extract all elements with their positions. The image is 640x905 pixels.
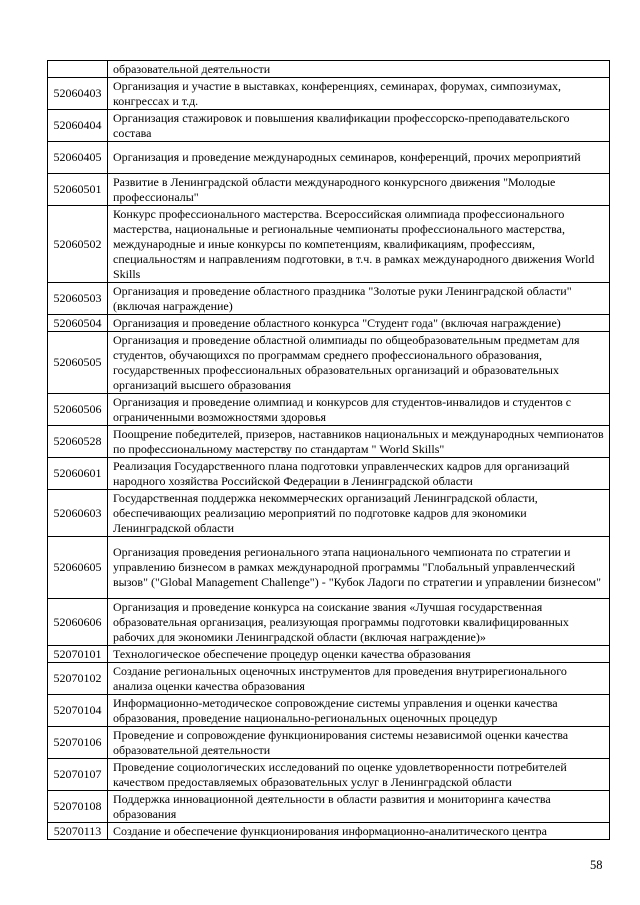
row-code: 52060403 — [48, 78, 108, 110]
row-description: Организация и проведение конкурса на соискание звания «Лучшая государственная образовательная организация, реализующая программы подготовки квалифицированных рабочих для экономики Ленинградской области (включая награждение)» — [108, 599, 610, 646]
row-code: 52060502 — [48, 206, 108, 283]
row-code: 52060503 — [48, 283, 108, 315]
row-code: 52060606 — [48, 599, 108, 646]
row-description: Организация и проведение международных семинаров, конференций, прочих мероприятий — [108, 142, 610, 174]
row-description: Поддержка инновационной деятельности в области развития и мониторинга качества образования — [108, 791, 610, 823]
row-description: Организация и проведение олимпиад и конкурсов для студентов-инвалидов и студентов с ограниченными возможностями здоровья — [108, 394, 610, 426]
row-description: Государственная поддержка некоммерческих организаций Ленинградской области, обеспечивающих реализацию мероприятий по подготовке кадров для экономики Ленинградской области — [108, 490, 610, 537]
table-row — [48, 646, 610, 663]
table-row — [48, 332, 610, 394]
page-number: 58 — [590, 858, 603, 872]
row-code: 52060601 — [48, 458, 108, 490]
row-code: 52070102 — [48, 663, 108, 695]
row-description: Развитие в Ленинградской области международного конкурсного движения "Молодые профессионалы" — [108, 174, 610, 206]
row-description: Информационно-методическое сопровождение системы управления и оценки качества образования, проведение национально-региональных оценочных процедур — [108, 695, 610, 727]
row-code: 52070108 — [48, 791, 108, 823]
table-row — [48, 206, 610, 283]
table-row — [48, 394, 610, 426]
row-code: 52060504 — [48, 315, 108, 332]
row-description: Организация и проведение областного конкурса "Студент года" (включая награждение) — [108, 315, 610, 332]
row-description: образовательной деятельности — [108, 61, 610, 78]
table-row — [48, 727, 610, 759]
table-row — [48, 663, 610, 695]
row-description: Поощрение победителей, призеров, наставников национальных и международных чемпионатов по профессиональному мастерству по стандартам " World Skills" — [108, 426, 610, 458]
table-row — [48, 61, 610, 78]
row-code: 52070106 — [48, 727, 108, 759]
row-description: Организация и проведение областного праздника "Золотые руки Ленинградской области" (включая награждение) — [108, 283, 610, 315]
row-code: 52070113 — [48, 823, 108, 840]
row-code: 52070101 — [48, 646, 108, 663]
row-description: Конкурс профессионального мастерства. Всероссийская олимпиада профессионального мастерства, национальные и региональные чемпионаты профессионального мастерства, международные и иные конкурсы по компетенциям, квалификациям, профессиям, специальностям и направлениям подготовки, в т.ч. в рамках международного движения World Skills — [108, 206, 610, 283]
row-description: Проведение и сопровождение функционирования системы независимой оценки качества образовательной деятельности — [108, 727, 610, 759]
row-description: Организация стажировок и повышения квалификации профессорско-преподавательского состава — [108, 110, 610, 142]
budget-code-table — [47, 60, 610, 840]
table-row — [48, 174, 610, 206]
row-description: Технологическое обеспечение процедур оценки качества образования — [108, 646, 610, 663]
row-code: 52070104 — [48, 695, 108, 727]
table-row — [48, 823, 610, 840]
table-row — [48, 142, 610, 174]
row-code: 52060501 — [48, 174, 108, 206]
table-row — [48, 759, 610, 791]
row-code: 52070107 — [48, 759, 108, 791]
table-row — [48, 695, 610, 727]
row-description: Организация и проведение областной олимпиады по общеобразовательным предметам для студентов, обучающихся по программам среднего профессионального образования, государственных профессиональных образовательных организаций и образовательных организаций высшего образования — [108, 332, 610, 394]
table-row — [48, 78, 610, 110]
row-description: Создание и обеспечение функционирования информационно-аналитического центра — [108, 823, 610, 840]
table-row — [48, 458, 610, 490]
table-row — [48, 426, 610, 458]
row-code: 52060605 — [48, 537, 108, 599]
row-code — [48, 61, 108, 78]
row-code: 52060505 — [48, 332, 108, 394]
table-row — [48, 110, 610, 142]
row-code: 52060506 — [48, 394, 108, 426]
row-description: Реализация Государственного плана подготовки управленческих кадров для организаций народного хозяйства Российской Федерации в Ленинградской области — [108, 458, 610, 490]
table-row — [48, 537, 610, 599]
row-code: 52060404 — [48, 110, 108, 142]
table-row — [48, 791, 610, 823]
row-description: Организация и участие в выставках, конференциях, семинарах, форумах, симпозиумах, конгрессах и т.д. — [108, 78, 610, 110]
row-code: 52060603 — [48, 490, 108, 537]
table-row — [48, 599, 610, 646]
row-description: Организация проведения регионального этапа национального чемпионата по стратегии и управлению бизнесом в рамках международной программы "Глобальный управленческий вызов" ("Global Management Challenge") - "Кубок Ладоги по стратегии и управлении бизнесом" — [108, 537, 610, 599]
row-description: Проведение социологических исследований по оценке удовлетворенности потребителей качеством предоставляемых образовательных услуг в Ленинградской области — [108, 759, 610, 791]
row-code: 52060405 — [48, 142, 108, 174]
table-row — [48, 283, 610, 315]
table-row — [48, 490, 610, 537]
row-code: 52060528 — [48, 426, 108, 458]
row-description: Создание региональных оценочных инструментов для проведения внутрирегионального анализа оценки качества образования — [108, 663, 610, 695]
table-row — [48, 315, 610, 332]
